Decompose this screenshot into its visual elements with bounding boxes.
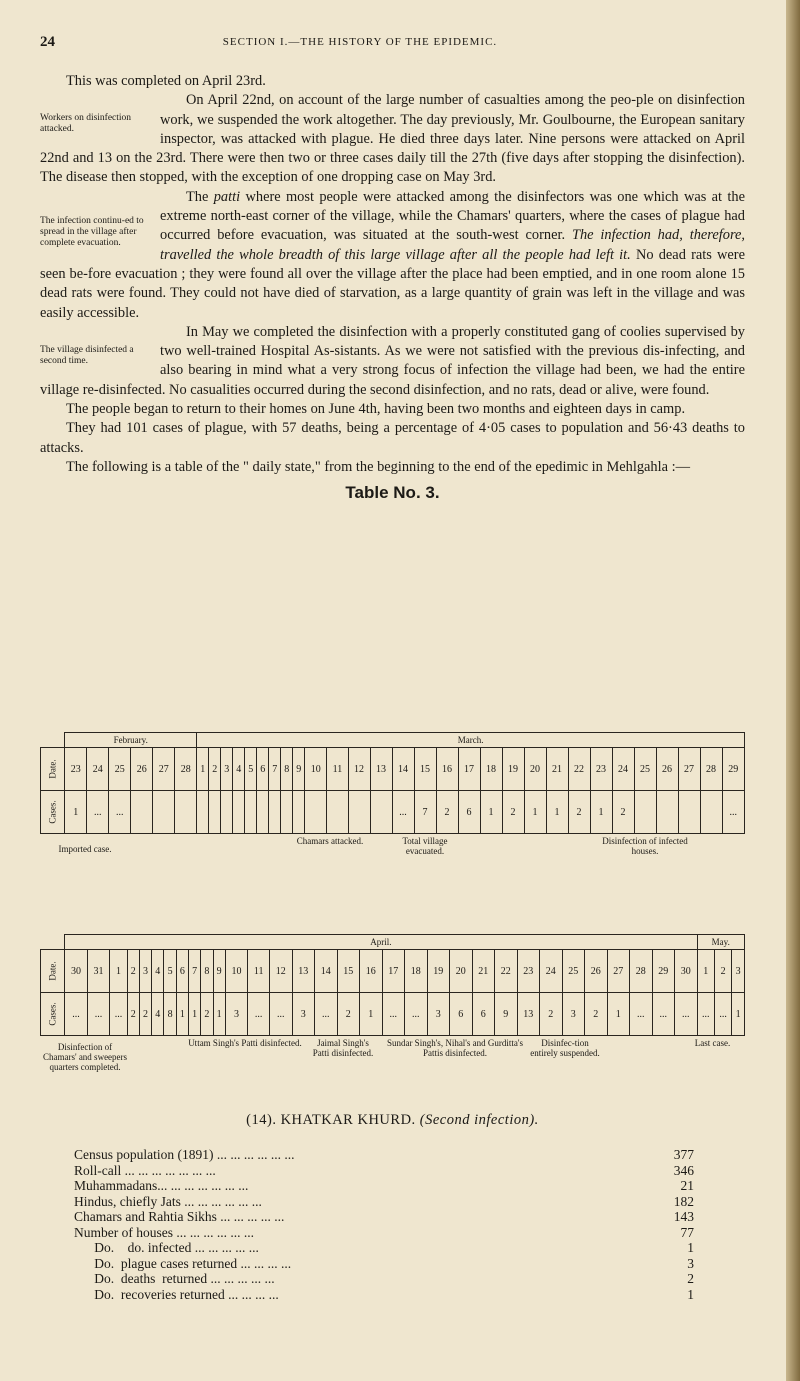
- paragraph: They had 101 cases of plague, with 57 deaths, being a percentage of 4·05 cases to population and 56·43 deaths to attacks.: [40, 420, 745, 456]
- month-header: May.: [697, 935, 744, 950]
- row-label: [41, 993, 65, 1036]
- cases-cell: 2: [502, 791, 524, 834]
- date-cell: 8: [201, 950, 213, 993]
- date-cell: 9: [293, 748, 305, 791]
- statistics-value: 377: [673, 1147, 694, 1162]
- date-cell: 14: [392, 748, 414, 791]
- caption: Disinfection of infected houses.: [602, 836, 688, 856]
- page-header: [40, 34, 760, 54]
- date-cell: 30: [675, 950, 698, 993]
- cases-cell: ...: [270, 993, 293, 1036]
- cases-cell: [175, 791, 197, 834]
- date-cell: 21: [546, 748, 568, 791]
- date-cell: 10: [225, 950, 248, 993]
- cases-cell: ...: [382, 993, 405, 1036]
- running-title: SECTION I.—THE HISTORY OF THE EPIDEMIC.: [222, 36, 498, 48]
- paragraph: This was completed on April 23rd.: [66, 73, 266, 89]
- date-cell: 9: [213, 950, 225, 993]
- statistics-label: Muhammadans... ... ... ... ... ... ...: [74, 1178, 249, 1193]
- date-cell: 29: [722, 748, 744, 791]
- date-cell: 26: [656, 748, 678, 791]
- date-cell: 13: [292, 950, 315, 993]
- date-cell: 1: [197, 748, 209, 791]
- date-cell: 1: [110, 950, 127, 993]
- date-cell: 28: [700, 748, 722, 791]
- date-cell: 31: [87, 950, 110, 993]
- margin-note-workers: Workers on disinfection attacked.: [40, 113, 132, 135]
- cases-cell: 2: [568, 791, 590, 834]
- cases-cell: 1: [607, 993, 630, 1036]
- cases-cell: [281, 791, 293, 834]
- cases-cell: 1: [65, 791, 87, 834]
- cases-cell: 6: [458, 791, 480, 834]
- statistics-row: [74, 1240, 745, 1256]
- cases-cell: 6: [450, 993, 473, 1036]
- statistics-label: Number of houses ... ... ... ... ... ...: [74, 1224, 254, 1240]
- date-cell: 24: [540, 950, 563, 993]
- statistics-label: Census population (1891) ... ... ... ... ... ...: [74, 1147, 295, 1162]
- paragraph: On April 22nd, on account of the large number of casualties among the peo-ple on disinfection work, we suspended the work altogether. The day previously, Mr. Goulbourne, the European sanitary inspector, was attacked with plague. He died three days later. Nine persons were attacked on April 22nd and 13 on the 23rd. There were then two or three cases daily till the 27th (five days after stopping the disinfection). The disease then stopped, with the exception of one dropping case on May 3rd.: [40, 92, 745, 186]
- cases-cell: [327, 791, 348, 834]
- date-cell: 25: [562, 950, 585, 993]
- daily-state-table-2: [40, 934, 745, 1036]
- date-cell: 5: [164, 950, 176, 993]
- caption: Imported case.: [58, 844, 112, 854]
- cases-cell: 2: [612, 791, 634, 834]
- cases-cell: [656, 791, 678, 834]
- cases-cell: [293, 791, 305, 834]
- cases-cell: 1: [176, 993, 188, 1036]
- text-run: The: [186, 188, 214, 205]
- cases-cell: 6: [472, 993, 495, 1036]
- cases-cell: ...: [248, 993, 270, 1036]
- statistics-value: 1: [687, 1286, 694, 1302]
- date-cell: 7: [269, 748, 281, 791]
- cases-cell: ...: [65, 993, 88, 1036]
- date-cell: 2: [127, 950, 139, 993]
- cases-cell: [221, 791, 233, 834]
- section-khatkar-khurd: [40, 1112, 745, 1302]
- text-run-italic: patti: [213, 188, 241, 205]
- cases-cell: 2: [540, 993, 563, 1036]
- date-cell: 29: [652, 950, 675, 993]
- date-cell: 16: [360, 950, 383, 993]
- date-cell: 19: [427, 950, 450, 993]
- date-cell: 13: [370, 748, 392, 791]
- text-run: No dead rats were seen be-fore evacuation ; they were found all over the village after the place had been emptied, and in one room alone 15 dead rats were found. They could not have died of starvation, as a large quantity of grain was left in the village and was easily accessible.: [40, 246, 745, 321]
- date-cell: 3: [732, 950, 745, 993]
- statistics-label: Roll-call ... ... ... ... ... ... ...: [74, 1162, 216, 1178]
- cases-cell: ...: [109, 791, 131, 834]
- date-cell: 12: [270, 950, 293, 993]
- date-cell: 6: [176, 950, 188, 993]
- table-april-may: [40, 934, 745, 1096]
- statistics-row: [74, 1271, 745, 1287]
- row-label-text: Date.: [47, 759, 58, 779]
- statistics-value: 143: [673, 1209, 694, 1224]
- caption: Jaimal Singh's Patti disinfected.: [312, 1038, 374, 1058]
- cases-cell: 2: [585, 993, 608, 1036]
- date-cell: 27: [153, 748, 175, 791]
- paragraph: The following is a table of the " daily state," from the beginning to the end of the epedimic in Mehlgahla :—: [66, 458, 690, 475]
- cases-cell: ...: [405, 993, 428, 1036]
- cases-cell: ...: [697, 993, 714, 1036]
- cases-cell: 3: [562, 993, 585, 1036]
- row-label: [41, 748, 65, 791]
- statistics-value: 346: [673, 1162, 694, 1178]
- cases-cell: ...: [652, 993, 675, 1036]
- paragraph: In May we completed the disinfection with a properly constituted gang of coolies supervised by two well-trained Hospital As-sistants. As we were not satisfied with the previous dis-infecting, and also bearing in mind what a very strong focus of infection the village had been, we had the entire village re-disinfected. No casualities occurred during the second disinfection, and no rats, dead or alive, were found.: [40, 323, 745, 398]
- statistics-value: 77: [680, 1224, 694, 1240]
- caption: Last case.: [694, 1038, 731, 1048]
- margin-note-continued: The infection continu-ed to spread in the village after complete evacuation.: [40, 215, 144, 248]
- statistics-value: 3: [687, 1255, 694, 1271]
- cases-cell: 1: [213, 993, 225, 1036]
- paragraph: The people began to return to their homes on June 4th, having been two months and eighteen days in camp.: [66, 401, 686, 418]
- date-cell: 21: [472, 950, 495, 993]
- date-cell: 7: [188, 950, 200, 993]
- cases-cell: [153, 791, 175, 834]
- statistics-row: [74, 1194, 745, 1210]
- row-label-text: Date.: [47, 961, 58, 981]
- margin-note-second: The village disinfected a second time.: [40, 344, 134, 366]
- cases-cell: 13: [517, 993, 540, 1036]
- month-header: March.: [197, 733, 745, 748]
- cases-cell: ...: [675, 993, 698, 1036]
- cases-cell: [370, 791, 392, 834]
- month-header: April.: [65, 935, 697, 950]
- caption: Uttam Singh's Patti disinfected.: [188, 1038, 302, 1048]
- text-run: where most people were attacked among the disinfectors was one which was at the extreme north-east corner of the village, while the Chamars' quarters, where the cases of plague had occurred before evacuation, was situated at the south-west corner.: [160, 188, 745, 244]
- date-cell: 12: [348, 748, 370, 791]
- cases-cell: ...: [630, 993, 653, 1036]
- caption: Chamars attacked.: [296, 836, 364, 846]
- date-cell: 6: [257, 748, 269, 791]
- cases-cell: ...: [722, 791, 744, 834]
- date-cell: 22: [568, 748, 590, 791]
- cases-cell: 1: [188, 993, 200, 1036]
- cases-cell: 3: [292, 993, 315, 1036]
- date-cell: 23: [517, 950, 540, 993]
- table-feb-march: [40, 732, 745, 886]
- statistics-row: [74, 1209, 745, 1225]
- cases-cell: [305, 791, 327, 834]
- date-cell: 24: [87, 748, 109, 791]
- cases-cell: 1: [732, 993, 745, 1036]
- cases-cell: 2: [127, 993, 139, 1036]
- date-cell: 28: [630, 950, 653, 993]
- date-cell: 24: [612, 748, 634, 791]
- table-captions: [40, 1036, 745, 1096]
- cases-cell: 3: [427, 993, 450, 1036]
- cases-cell: 2: [201, 993, 213, 1036]
- paragraph: [40, 188, 745, 323]
- cases-cell: 1: [480, 791, 502, 834]
- date-cell: 1: [697, 950, 714, 993]
- cases-cell: 2: [337, 993, 360, 1036]
- date-cell: 11: [248, 950, 270, 993]
- cases-cell: ...: [110, 993, 127, 1036]
- section-subtitle: (Second infection).: [419, 1112, 539, 1128]
- date-cell: 17: [458, 748, 480, 791]
- date-cell: 11: [327, 748, 348, 791]
- cases-cell: 2: [436, 791, 458, 834]
- date-cell: 27: [678, 748, 700, 791]
- table-title: Table No. 3.: [345, 483, 440, 503]
- row-label: [41, 950, 65, 993]
- cases-cell: 3: [225, 993, 248, 1036]
- date-cell: 3: [221, 748, 233, 791]
- caption: Disinfec-tion entirely suspended.: [530, 1038, 600, 1058]
- cases-cell: ...: [87, 993, 110, 1036]
- statistics-label: Chamars and Rahtia Sikhs ... ... ... ... ...: [74, 1209, 285, 1224]
- month-header: February.: [65, 733, 197, 748]
- date-cell: 26: [131, 748, 153, 791]
- date-cell: 25: [109, 748, 131, 791]
- cases-cell: [245, 791, 257, 834]
- cases-cell: [348, 791, 370, 834]
- cases-cell: ...: [87, 791, 109, 834]
- statistics-row: [74, 1225, 745, 1241]
- statistics-row: [74, 1287, 745, 1303]
- cases-cell: [678, 791, 700, 834]
- page-edge: [786, 0, 800, 1381]
- statistics-value: 182: [673, 1193, 694, 1209]
- date-cell: 3: [139, 950, 151, 993]
- statistics-label: Do. plague cases returned ... ... ... ...: [74, 1255, 292, 1271]
- text-run-italic: The infection had, therefore, travelled the whole breadth of this large village after all the people had left it.: [160, 227, 745, 263]
- cases-cell: 1: [360, 993, 383, 1036]
- statistics-label: Hindus, chiefly Jats ... ... ... ... ... ...: [74, 1193, 262, 1209]
- cases-cell: ...: [315, 993, 338, 1036]
- date-cell: 26: [585, 950, 608, 993]
- caption: Sundar Singh's, Nihal's and Gurditta's Pattis disinfected.: [386, 1038, 524, 1058]
- statistics-value: 1: [687, 1240, 694, 1255]
- date-cell: 14: [315, 950, 338, 993]
- caption: Disinfection of Chamars' and sweepers quarters completed.: [42, 1042, 128, 1072]
- cases-cell: 8: [164, 993, 176, 1036]
- date-cell: 4: [152, 950, 164, 993]
- cases-cell: 1: [546, 791, 568, 834]
- caption: Total village evacuated.: [402, 836, 448, 856]
- cases-cell: [269, 791, 281, 834]
- date-cell: 15: [337, 950, 360, 993]
- row-label: [41, 791, 65, 834]
- date-cell: 18: [480, 748, 502, 791]
- cases-cell: 2: [139, 993, 151, 1036]
- statistics-label: Do. deaths returned ... ... ... ... ...: [74, 1271, 275, 1286]
- statistics-label: Do. do. infected ... ... ... ... ...: [74, 1240, 259, 1255]
- statistics-row: [74, 1178, 745, 1194]
- section-title-text: (14). KHATKAR KHURD.: [246, 1112, 416, 1128]
- statistics-list: [74, 1147, 745, 1302]
- table-captions: [40, 834, 745, 886]
- cases-cell: [197, 791, 209, 834]
- cases-cell: [257, 791, 269, 834]
- statistics-value: 2: [687, 1271, 694, 1286]
- daily-state-table-1: [40, 732, 745, 834]
- date-cell: 4: [233, 748, 245, 791]
- cases-cell: [233, 791, 245, 834]
- date-cell: 8: [281, 748, 293, 791]
- cases-cell: ...: [714, 993, 731, 1036]
- statistics-row: [74, 1147, 745, 1163]
- statistics-value: 21: [680, 1178, 694, 1193]
- date-cell: 22: [495, 950, 518, 993]
- date-cell: 30: [65, 950, 88, 993]
- date-cell: 17: [382, 950, 405, 993]
- body-text: [40, 72, 745, 507]
- date-cell: 27: [607, 950, 630, 993]
- date-cell: 23: [65, 748, 87, 791]
- cases-cell: ...: [392, 791, 414, 834]
- date-cell: 18: [405, 950, 428, 993]
- cases-cell: 4: [152, 993, 164, 1036]
- date-cell: 19: [502, 748, 524, 791]
- cases-cell: 7: [414, 791, 436, 834]
- cases-cell: [131, 791, 153, 834]
- cases-cell: 1: [590, 791, 612, 834]
- date-cell: 23: [590, 748, 612, 791]
- date-cell: 2: [714, 950, 731, 993]
- page-number: 24: [40, 34, 55, 50]
- cases-cell: 1: [524, 791, 546, 834]
- statistics-row: [74, 1256, 745, 1272]
- section-title: [40, 1112, 745, 1129]
- row-label-text: Cases.: [47, 1002, 58, 1026]
- cases-cell: [700, 791, 722, 834]
- date-cell: 25: [634, 748, 656, 791]
- date-cell: 20: [450, 950, 473, 993]
- date-cell: 5: [245, 748, 257, 791]
- cases-cell: [209, 791, 221, 834]
- date-cell: 15: [414, 748, 436, 791]
- date-cell: 28: [175, 748, 197, 791]
- row-label-text: Cases.: [47, 800, 58, 824]
- cases-cell: [634, 791, 656, 834]
- statistics-row: [74, 1163, 745, 1179]
- cases-cell: 9: [495, 993, 518, 1036]
- date-cell: 20: [524, 748, 546, 791]
- date-cell: 16: [436, 748, 458, 791]
- date-cell: 2: [209, 748, 221, 791]
- statistics-label: Do. recoveries returned ... ... ... ...: [74, 1286, 279, 1302]
- date-cell: 10: [305, 748, 327, 791]
